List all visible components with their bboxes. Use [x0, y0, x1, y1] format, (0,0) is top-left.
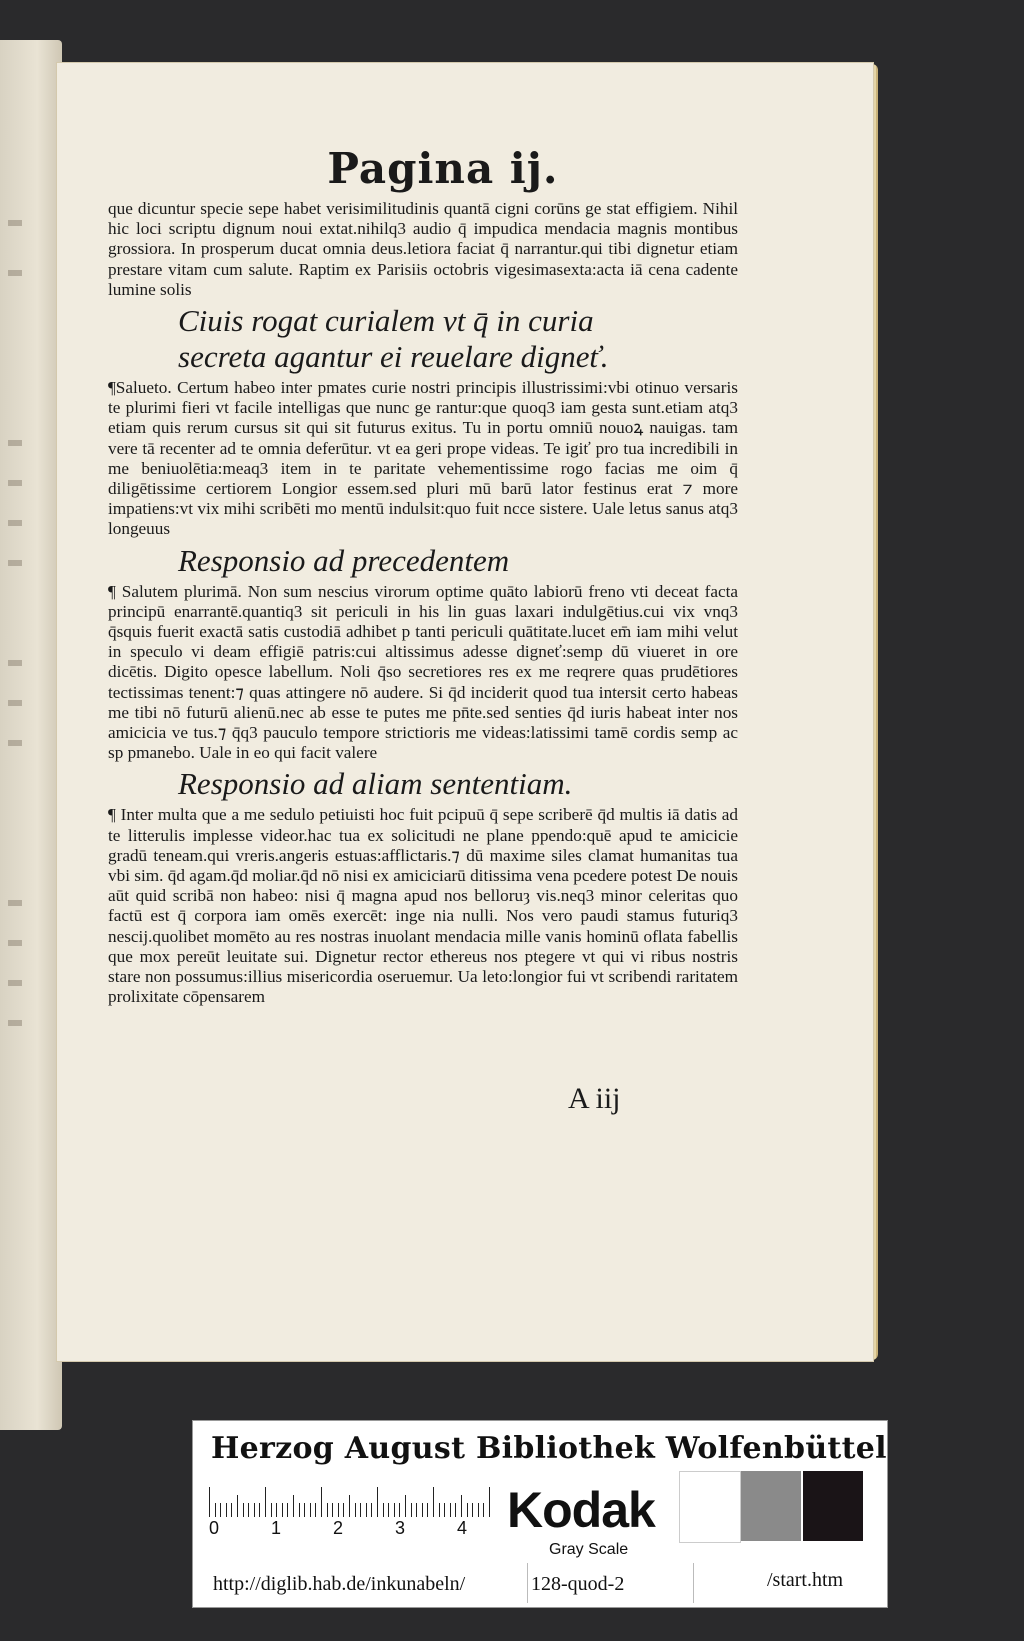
start-path: /start.htm [767, 1569, 844, 1591]
ruler-tick [349, 1495, 350, 1517]
ruler-tick [478, 1503, 479, 1517]
ruler-tick [220, 1503, 221, 1517]
measurement-ruler [209, 1481, 493, 1541]
ruler-tick [355, 1503, 356, 1517]
ruler-tick [455, 1503, 456, 1517]
facing-page-edge [0, 40, 62, 1430]
ruler-tick [467, 1503, 468, 1517]
ruler-tick [427, 1503, 428, 1517]
ruler-tick [343, 1503, 344, 1517]
ruler-tick [237, 1495, 238, 1517]
page-heading: Pagina ij. [327, 144, 559, 193]
ruler-tick [226, 1503, 227, 1517]
ruler-tick [422, 1503, 423, 1517]
ruler-tick [209, 1487, 210, 1517]
paragraph-4: ¶ Inter multa que a me sedulo petiuisti hoc fuit pcipuū q̄ sepe scriberē q̄d multis iā datis ad te litterulis implesse videor.hac tua ex solicitudi ne plane ppendo:quē apud te amicicie gradū teneam.qui vreris.angeris estuas:afflictaris.⁊ dū maxime siles clamat humanitas tua vbi sim. q̄d agam.q̄d moliar.q̄d nō nisi ex amiciciarū ditissima vena pcedere potest De nouis aūt quid scribā non habeo: nisi q̄ magna apud nos belloruȝ vis.neq3 minor celeritas quo factū est q̄ corpora iam omēs exercēt: inge nia nulli. Nos vero paudi stamus futuriq3 nescij.quolibet momēto au res nostras inuolant mendacia mille vanis hominū oflata fabellis que mox pereūt leuitate sui. Dignetur rector ethereus nos ptegere vt qui vi ribus nostris stare non possumus:illius misericordia oseruemur. Ua leto:longior fui vt scribendi raritatem prolixitate cōpensarem [108, 805, 738, 1007]
ruler-tick [483, 1503, 484, 1517]
ruler-tick [394, 1503, 395, 1517]
ruler-tick [405, 1495, 406, 1517]
paragraph-3: ¶ Salutem plurimā. Non sum nescius virorum optime quāto labiorū freno vti deceat facta principū enarrantē.quantiq3 sit periculi in his lin guas laxari indulgētius.cui vix vnq3 q̄squis fuerit exactā satis custodiā adhibet p tanti periculi quātitate.lucet em̄ iam mihi velut in speculo vi deam effigiē patris:cui altissimus adesse digneť:semp dū viueret in ore dicētis. Digito opesce labellum. Noli q̄so secretiores res ex me reqrere quas prudētiores tectissimas tenent:⁊ quas attingere nō audere. Si q̄d inciderit quod tua intersit certo habeas me tibi nō futurū alienū.nec ab esse te putes me pn̄te.sed senties q̄d iuris habeat inter nos amicicia ve tus.⁊ q̄q3 pauculo tempore strictioris me videas:latissimi tamē cordis semp ac sp pmanebo. Uale in eo qui facit valere [108, 581, 738, 763]
section-heading-3: Responsio ad aliam sententiam. [178, 766, 573, 802]
ruler-tick [310, 1503, 311, 1517]
ruler-tick [231, 1503, 232, 1517]
ruler-tick [371, 1503, 372, 1517]
ruler-tick [304, 1503, 305, 1517]
gray-scale-label: Gray Scale [549, 1541, 629, 1558]
ruler-tick [444, 1503, 445, 1517]
ruler-tick [377, 1487, 378, 1517]
ruler-tick [383, 1503, 384, 1517]
ruler-tick [299, 1503, 300, 1517]
ruler-tick [321, 1487, 322, 1517]
gray-patch-dark [803, 1471, 863, 1541]
ruler-tick [248, 1503, 249, 1517]
book-page [56, 62, 874, 1362]
section-heading-1-line-1: Ciuis rogat curialem vt q̄ in curia [178, 303, 594, 339]
ruler-tick [399, 1503, 400, 1517]
ruler-tick [327, 1503, 328, 1517]
ruler-tick [338, 1503, 339, 1517]
ruler-tick [416, 1503, 417, 1517]
ruler-tick [489, 1487, 490, 1517]
ruler-tick [293, 1495, 294, 1517]
ruler-tick [215, 1503, 216, 1517]
ruler-tick [461, 1495, 462, 1517]
ruler-tick [332, 1503, 333, 1517]
ruler-tick [265, 1487, 266, 1517]
signature-mark: A iij [568, 1082, 621, 1115]
ruler-tick [271, 1503, 272, 1517]
ruler-number: 0 [209, 1518, 220, 1538]
section-heading-2: Responsio ad precedentem [178, 542, 510, 578]
paragraph-1: que dicuntur specie sepe habet verisimilitudinis quantā cigni corūns ge stat effigiem. Nihil hic loci scriptu dignum noui extat.nihilq3 audio q̄ impudica mendacia magnis montibus grossiora. In prosperum ducat omnia deus.letiora faciat q̄ narrantur.qui tibi dignetur etiam prestare vitam cum salute. Raptim ex Parisiis octobris vigesimasexta:acta iā cena cadente lumine solis [108, 199, 738, 299]
kodak-logo: Kodak [507, 1482, 655, 1538]
ruler-tick [360, 1503, 361, 1517]
ruler-tick [472, 1503, 473, 1517]
ruler-tick [433, 1487, 434, 1517]
gray-patch-mid [741, 1471, 801, 1541]
card-divider [527, 1563, 528, 1603]
ruler-number: 2 [333, 1518, 344, 1538]
page-text-block [108, 144, 738, 1008]
ruler-tick [411, 1503, 412, 1517]
section-heading-1-line-2: secreta agantur ei reuelare digneť. [178, 339, 609, 375]
ruler-tick [366, 1503, 367, 1517]
ruler-tick [259, 1503, 260, 1517]
ruler-number: 4 [457, 1518, 468, 1538]
shelfmark: 128-quod-2 [531, 1573, 625, 1595]
ruler-number: 1 [271, 1518, 282, 1538]
library-url: http://diglib.hab.de/inkunabeln/ [213, 1573, 466, 1595]
ruler-tick [388, 1503, 389, 1517]
ruler-tick [282, 1503, 283, 1517]
ruler-tick [439, 1503, 440, 1517]
card-divider [693, 1563, 694, 1603]
ruler-tick [315, 1503, 316, 1517]
ruler-tick [450, 1503, 451, 1517]
paragraph-2: ¶Salueto. Certum habeo inter pmates curie nostri principis illustrissimi:vbi otinuo versaris te plurimi fieri vt facile intelligas que nunc ge rantur:que quoq3 iam gesta sunt.etiam atq3 etiam quis rerum cursus sit qui sit futurus exitus. Tu in portu omniū nouoꝝ nauigas. tam vere tā recenter ad te omnia deferūtur. vt ea geri prope videas. Te igiť pro tua incredibili in me beniuolētia:meaq3 item in te paritate vehementissime rogo facias me oim q̄ diligētissime certiorem Longior essem.sed pluri mū barū lator festinus erat ⁊ more impatiens:vt vix mihi scribēti mo mentū indulsit:quo fuit ncce sistere. Uale letus sanus atq3 longeuus [108, 378, 738, 539]
ruler-tick [287, 1503, 288, 1517]
ruler-number: 3 [395, 1518, 406, 1538]
ruler-tick [276, 1503, 277, 1517]
ruler-tick [254, 1503, 255, 1517]
scan-reference-card [192, 1420, 888, 1608]
library-name: Herzog August Bibliothek Wolfenbüttel [211, 1431, 887, 1466]
ruler-tick [243, 1503, 244, 1517]
gray-patch-white [679, 1471, 741, 1543]
